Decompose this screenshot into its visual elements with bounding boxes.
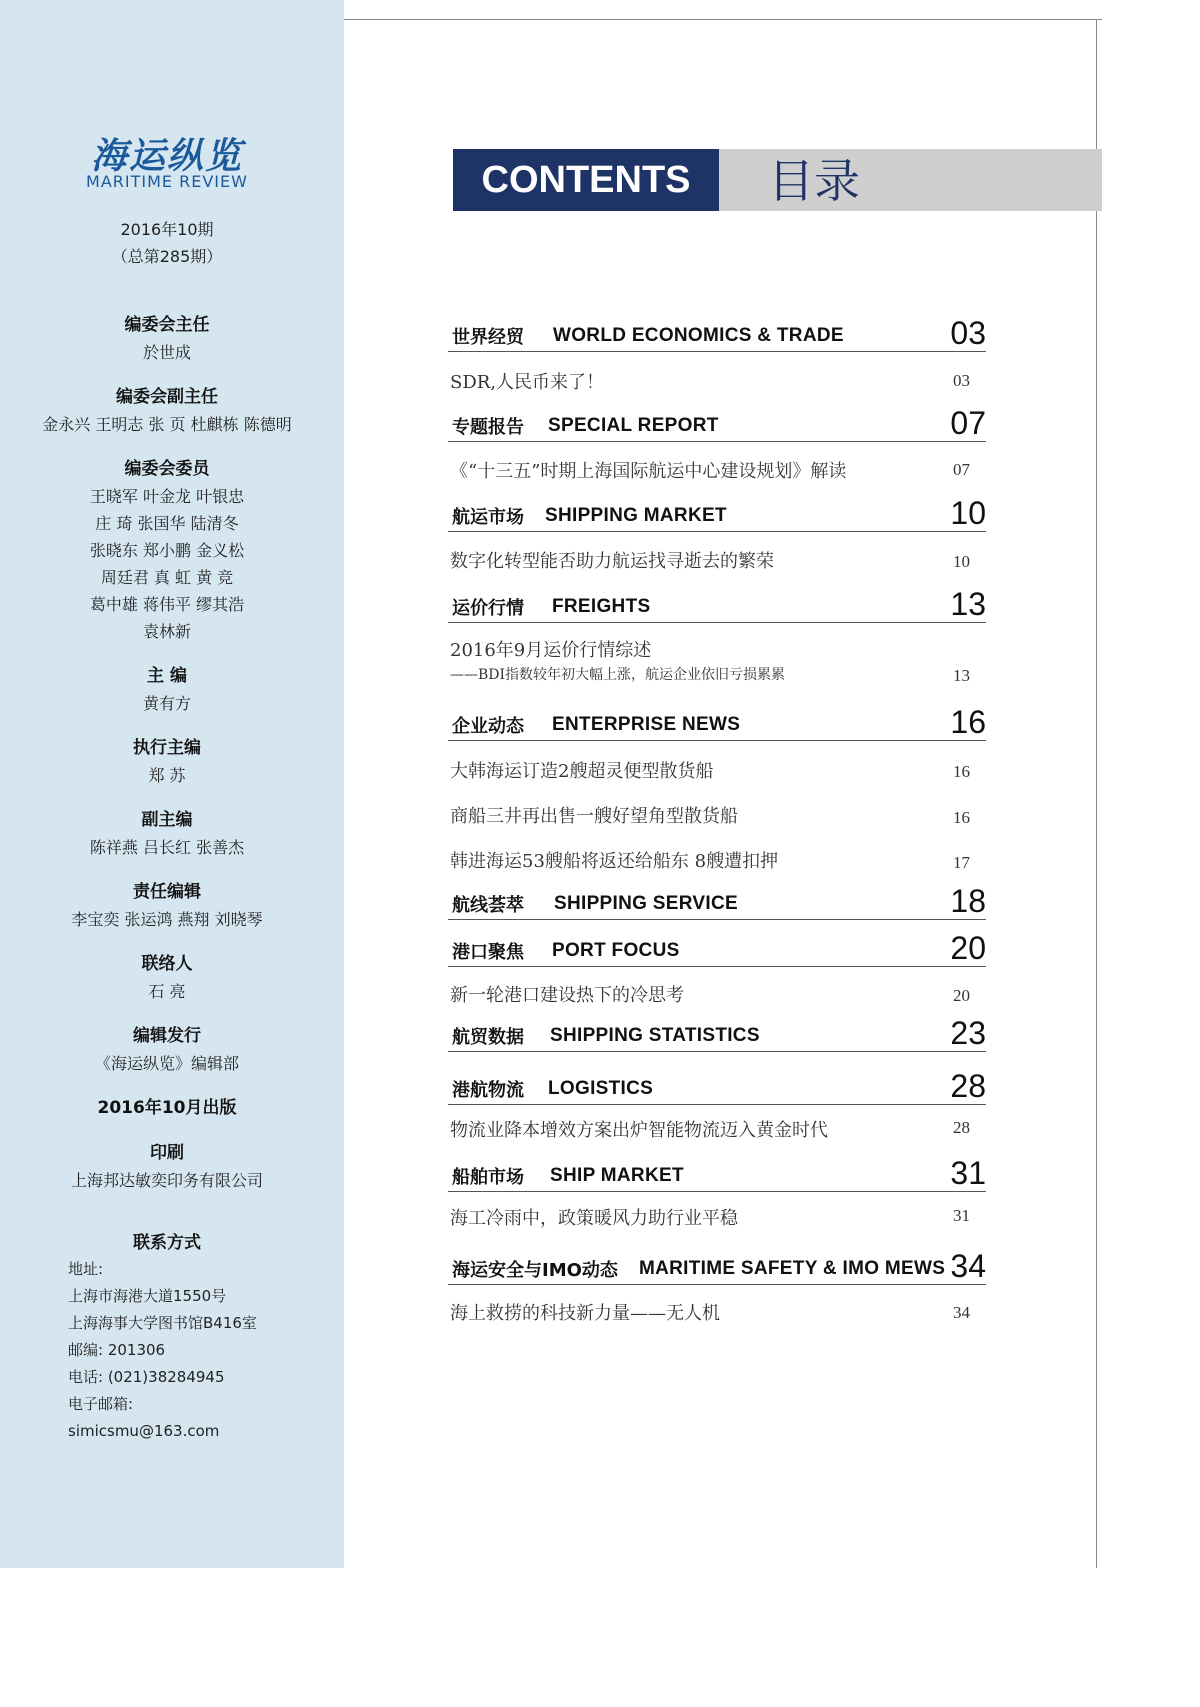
article-page-number: 16 bbox=[953, 762, 970, 781]
issue-total: （总第285期） bbox=[111, 247, 223, 266]
masthead-role: 主 编 bbox=[147, 666, 187, 686]
masthead-list bbox=[0, 312, 334, 1194]
section-page-number: 18 bbox=[950, 883, 986, 919]
toc-section[interactable] bbox=[448, 1250, 986, 1285]
section-page-number: 16 bbox=[950, 704, 986, 740]
article-title: 《“十三五”时期上海国际航运中心建设规划》解读 bbox=[450, 461, 847, 482]
masthead-names: 李宝奕 张运鸿 燕翔 刘晓琴 bbox=[71, 910, 263, 929]
section-page-number: 28 bbox=[950, 1068, 986, 1104]
section-page-number: 34 bbox=[950, 1248, 986, 1284]
masthead-role: 编委会副主任 bbox=[116, 387, 218, 407]
section-title-en: LOGISTICS bbox=[548, 1078, 654, 1099]
article-title: 数字化转型能否助力航运找寻逝去的繁荣 bbox=[450, 551, 774, 572]
section-title-en: ENTERPRISE NEWS bbox=[552, 714, 741, 735]
section-page-number: 10 bbox=[950, 495, 986, 531]
masthead-names: 《海运纵览》编辑部 bbox=[94, 1054, 239, 1073]
masthead-role: 联络人 bbox=[141, 954, 193, 974]
masthead-role: 执行主编 bbox=[133, 738, 201, 758]
masthead-sidebar bbox=[0, 0, 344, 1568]
section-title-cn: 港口聚焦 bbox=[452, 942, 524, 963]
masthead-names: 金永兴 王明志 张 页 杜麒栋 陈德明 bbox=[42, 415, 292, 434]
section-title-cn: 港航物流 bbox=[452, 1080, 524, 1101]
article-title: SDR,人民币来了！ bbox=[450, 372, 605, 393]
masthead-names: 张晓东 郑小鹏 金义松 bbox=[89, 541, 245, 560]
masthead-role: 副主编 bbox=[141, 810, 193, 830]
masthead-names: 郑 苏 bbox=[148, 766, 186, 785]
section-title-en: SHIPPING STATISTICS bbox=[550, 1025, 760, 1046]
article-page-number: 13 bbox=[953, 666, 970, 685]
article-title: 2016年9月运价行情综述 bbox=[450, 640, 652, 661]
magazine-logo-chinese: 海运纵览 bbox=[90, 135, 243, 177]
section-page-number: 13 bbox=[950, 586, 986, 622]
issue-number: 2016年10期 bbox=[120, 220, 214, 239]
masthead-role: 责任编辑 bbox=[133, 882, 201, 902]
article-page-number: 16 bbox=[953, 808, 970, 827]
section-page-number: 20 bbox=[950, 930, 986, 966]
section-page-number: 23 bbox=[950, 1015, 986, 1051]
article-page-number: 34 bbox=[953, 1303, 970, 1322]
mulu-heading: 目录 bbox=[768, 154, 860, 208]
section-title-cn: 海运安全与IMO动态 bbox=[452, 1260, 618, 1281]
section-page-number: 31 bbox=[950, 1155, 986, 1191]
toc-article[interactable] bbox=[450, 1299, 986, 1327]
article-title: 新一轮港口建设热下的冷思考 bbox=[450, 985, 684, 1006]
article-page-number: 20 bbox=[953, 986, 970, 1005]
toc-section[interactable] bbox=[448, 407, 986, 442]
masthead-names: 於世成 bbox=[142, 343, 191, 362]
toc-section[interactable] bbox=[448, 932, 986, 967]
toc-section[interactable] bbox=[448, 497, 986, 532]
issue-info bbox=[0, 216, 334, 270]
toc-section[interactable] bbox=[448, 317, 986, 352]
contact-line: 地址: bbox=[68, 1260, 104, 1278]
section-title-cn: 企业动态 bbox=[452, 716, 524, 737]
contact-block bbox=[68, 1256, 257, 1445]
section-title-cn: 船舶市场 bbox=[452, 1167, 524, 1188]
toc-section[interactable] bbox=[448, 885, 986, 920]
toc-article[interactable] bbox=[450, 1204, 986, 1232]
contact-line: simicsmu@163.com bbox=[68, 1422, 220, 1440]
section-title-en: PORT FOCUS bbox=[552, 940, 680, 961]
article-page-number: 28 bbox=[953, 1118, 970, 1137]
toc-section[interactable] bbox=[448, 1017, 986, 1052]
article-title: 物流业降本增效方案出炉智能物流迈入黄金时代 bbox=[450, 1120, 828, 1141]
toc-article[interactable] bbox=[450, 636, 986, 685]
masthead-role: 编委会主任 bbox=[124, 315, 210, 335]
article-page-number: 03 bbox=[953, 371, 970, 390]
right-rule bbox=[1096, 19, 1097, 1568]
article-subtitle: ——BDI指数较年初大幅上涨，航运企业依旧亏损累累 bbox=[450, 667, 786, 683]
masthead-names: 袁林新 bbox=[142, 622, 191, 641]
toc-article[interactable] bbox=[450, 847, 986, 875]
masthead-names: 庄 琦 张国华 陆清冬 bbox=[95, 514, 239, 533]
masthead-names: 陈祥燕 吕长红 张善杰 bbox=[89, 838, 245, 857]
masthead-names: 上海邦达敏奕印务有限公司 bbox=[70, 1171, 263, 1190]
masthead-role: 编辑发行 bbox=[133, 1026, 201, 1046]
article-page-number: 07 bbox=[953, 460, 970, 479]
toc-article[interactable] bbox=[450, 1116, 986, 1144]
toc-article[interactable] bbox=[450, 368, 986, 396]
contact-title: 联系方式 bbox=[133, 1233, 201, 1253]
toc-article[interactable] bbox=[450, 457, 986, 485]
article-page-number: 17 bbox=[953, 853, 970, 872]
masthead-names: 石 亮 bbox=[148, 982, 186, 1001]
toc-section[interactable] bbox=[448, 706, 986, 741]
section-title-cn: 世界经贸 bbox=[452, 327, 524, 348]
article-title: 海工冷雨中，政策暖风力助行业平稳 bbox=[450, 1208, 738, 1229]
toc-article[interactable] bbox=[450, 802, 986, 830]
toc-article[interactable] bbox=[450, 757, 986, 785]
section-page-number: 03 bbox=[950, 315, 986, 351]
section-title-en: WORLD ECONOMICS & TRADE bbox=[553, 325, 844, 346]
masthead-role: 编委会委员 bbox=[124, 459, 210, 479]
section-title-cn: 航线荟萃 bbox=[452, 895, 524, 916]
toc-section[interactable] bbox=[448, 1070, 986, 1105]
masthead-names: 黄有方 bbox=[142, 694, 191, 713]
section-title-cn: 航贸数据 bbox=[452, 1027, 524, 1048]
contact-line: 上海海事大学图书馆B416室 bbox=[68, 1314, 257, 1332]
masthead-role: 2016年10月出版 bbox=[97, 1098, 237, 1118]
article-page-number: 10 bbox=[953, 552, 970, 571]
section-title-cn: 航运市场 bbox=[452, 507, 524, 528]
section-page-number: 07 bbox=[950, 405, 986, 441]
article-title: 大韩海运订造2艘超灵便型散货船 bbox=[450, 761, 714, 782]
toc-article[interactable] bbox=[450, 981, 986, 1009]
section-title-en: SHIP MARKET bbox=[550, 1165, 684, 1186]
contents-heading: CONTENTS bbox=[481, 159, 691, 201]
masthead-names: 王晓军 叶金龙 叶银忠 bbox=[89, 487, 245, 506]
article-title: 商船三井再出售一艘好望角型散货船 bbox=[450, 806, 738, 827]
article-title: 韩进海运53艘船将返还给船东 8艘遭扣押 bbox=[450, 851, 779, 872]
masthead-role: 印刷 bbox=[150, 1143, 184, 1163]
section-title-en: MARITIME SAFETY & IMO MEWS bbox=[639, 1258, 946, 1279]
magazine-logo-english: MARITIME REVIEW bbox=[86, 172, 248, 191]
contact-line: 上海市海港大道1550号 bbox=[68, 1287, 227, 1305]
section-title-en: SPECIAL REPORT bbox=[548, 415, 719, 436]
masthead-names: 葛中雄 蒋伟平 缪其浩 bbox=[89, 595, 245, 614]
section-title-en: SHIPPING SERVICE bbox=[554, 893, 738, 914]
toc-section[interactable] bbox=[448, 1157, 986, 1192]
top-rule bbox=[344, 19, 1102, 20]
section-title-en: SHIPPING MARKET bbox=[545, 505, 727, 526]
masthead-names: 周廷君 真 虹 黄 竞 bbox=[100, 568, 234, 587]
section-title-cn: 运价行情 bbox=[452, 598, 524, 619]
article-page-number: 31 bbox=[953, 1206, 970, 1225]
contact-line: 电子邮箱: bbox=[68, 1395, 134, 1413]
contact-line: 电话: (021)38284945 bbox=[68, 1368, 225, 1386]
section-title-cn: 专题报告 bbox=[452, 417, 524, 438]
contact-line: 邮编: 201306 bbox=[68, 1341, 166, 1359]
article-title: 海上救捞的科技新力量——无人机 bbox=[450, 1303, 720, 1324]
section-title-en: FREIGHTS bbox=[552, 596, 651, 617]
toc-article[interactable] bbox=[450, 547, 986, 575]
toc-section[interactable] bbox=[448, 588, 986, 623]
